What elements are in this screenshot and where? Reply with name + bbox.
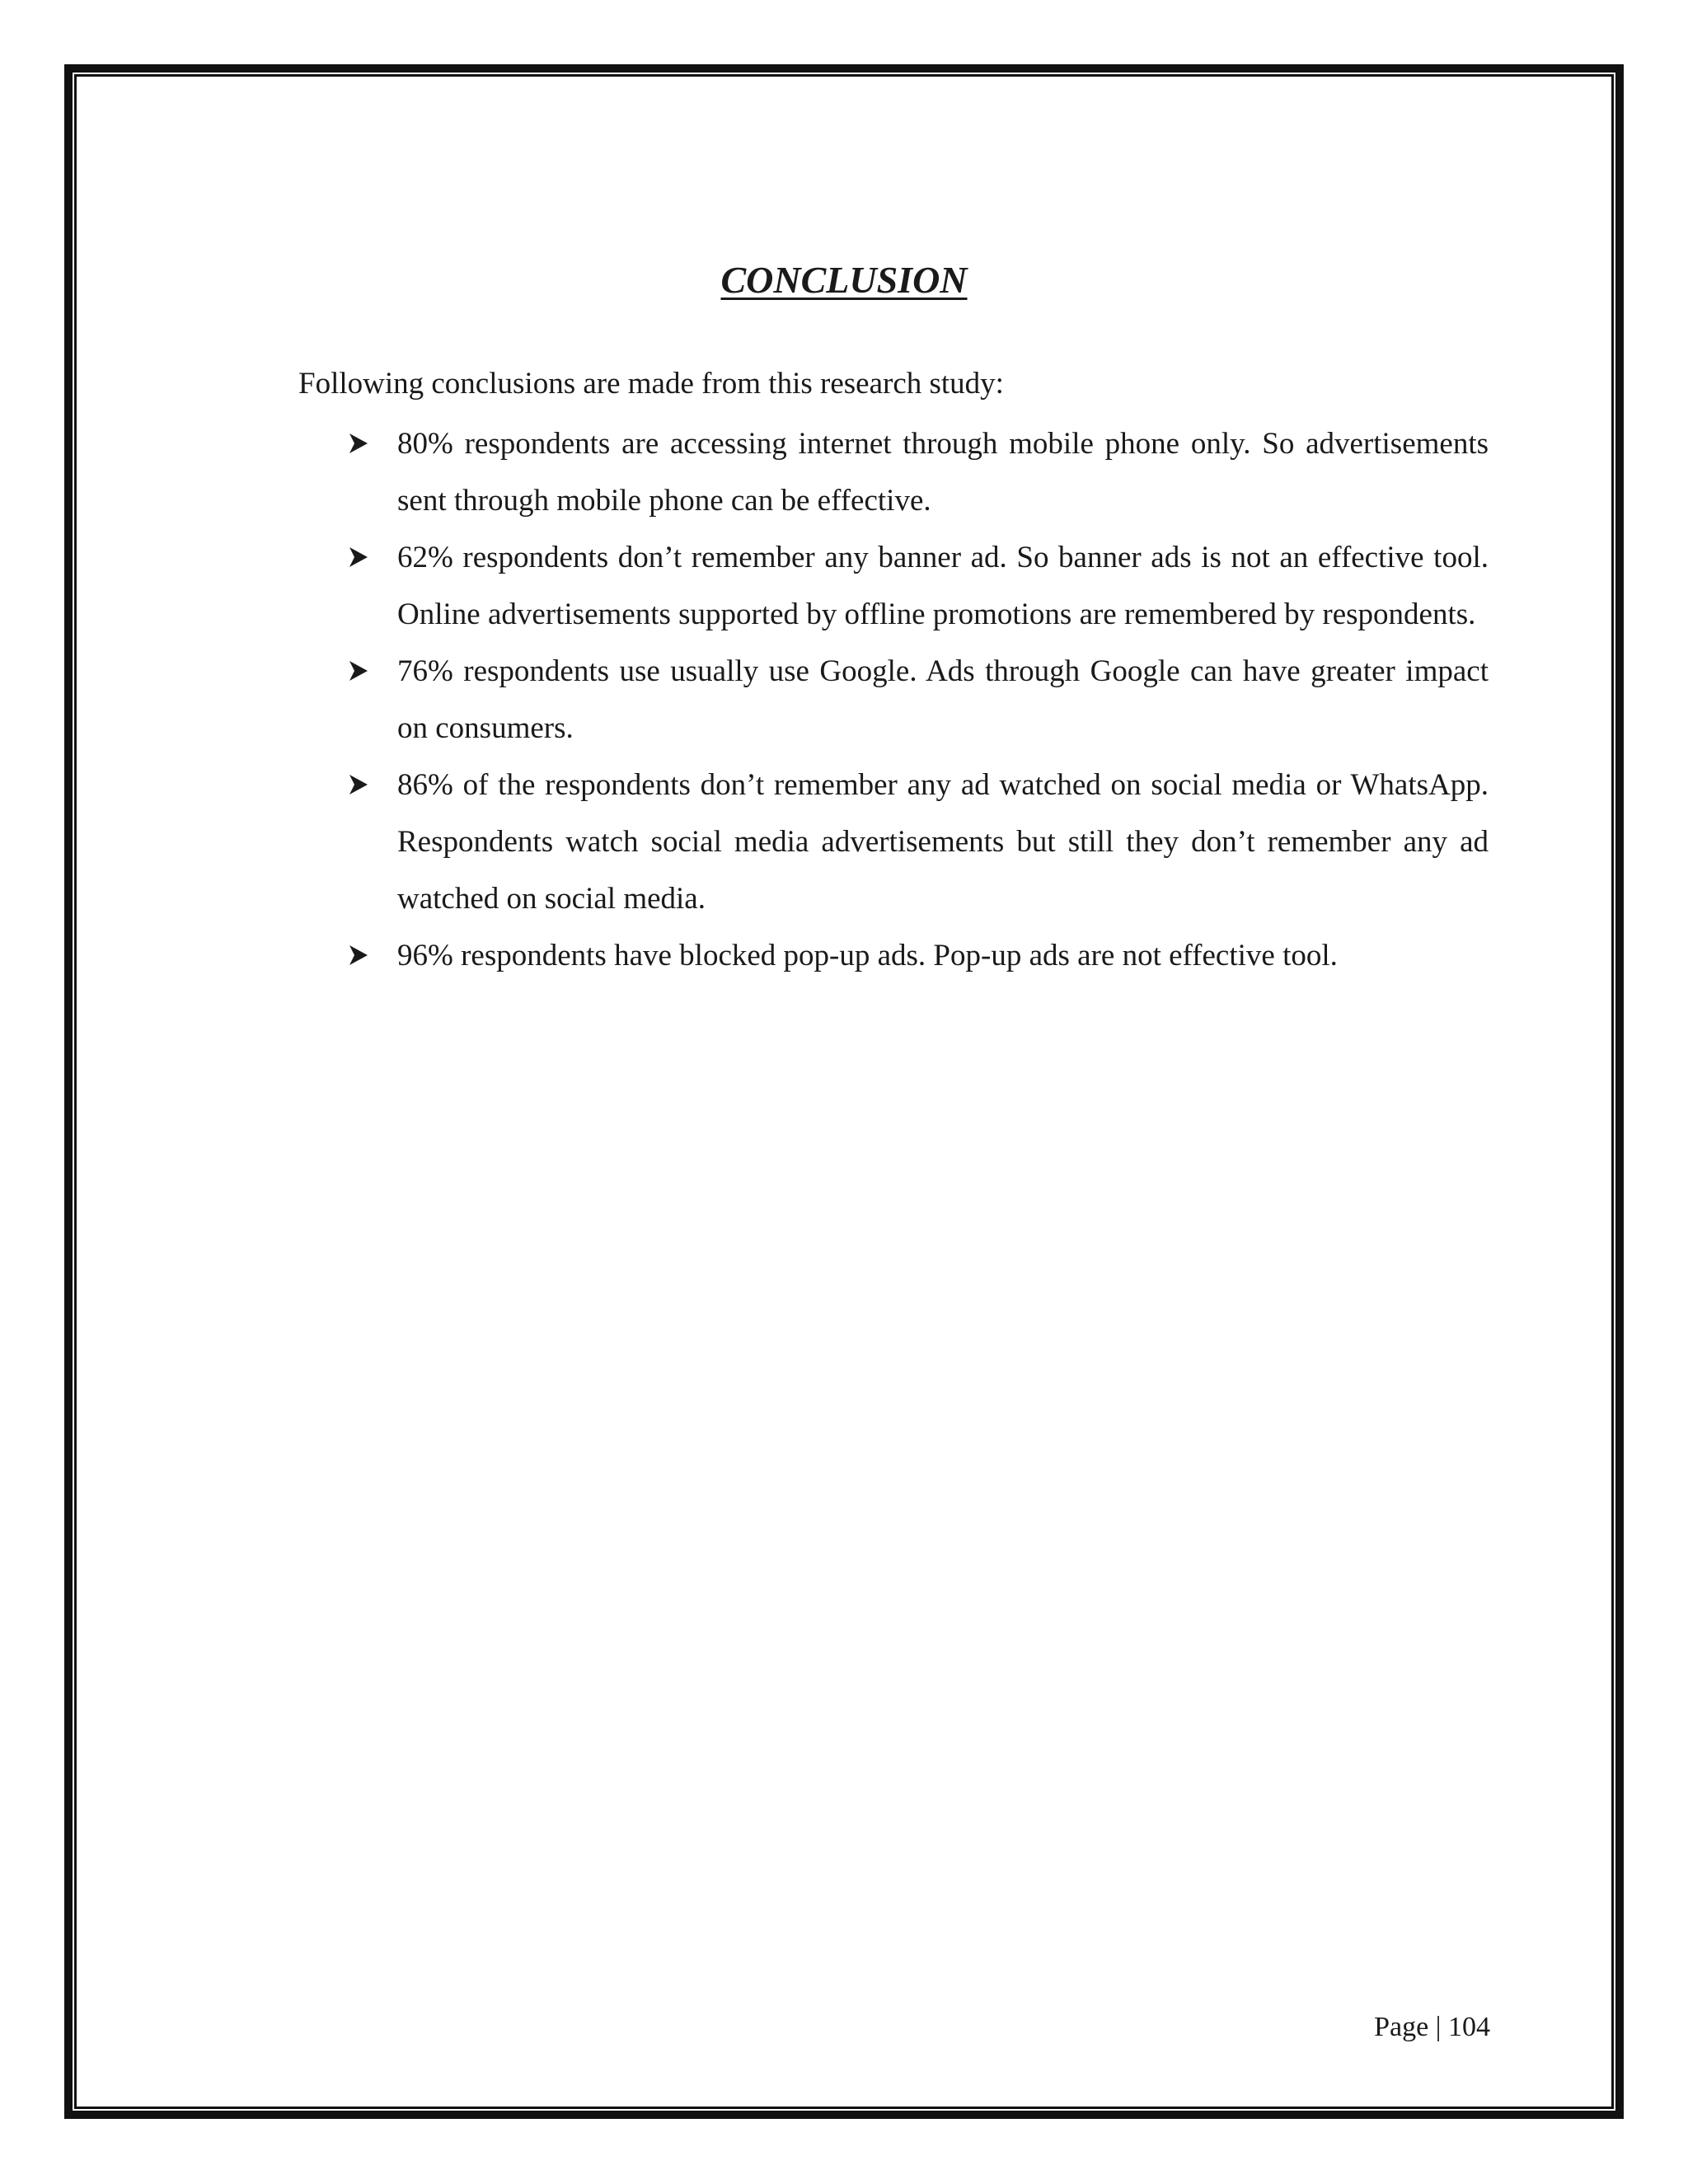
conclusions-list: [348, 415, 1489, 984]
conclusion-text: 62% respondents don’t remember any banner ad. So banner ads is not an effective tool. Online advertisements supported by offline promotions are remembered by respondents.: [397, 541, 1489, 631]
conclusion-text: 80% respondents are accessing internet through mobile phone only. So advertisements sent through mobile phone can be effective.: [397, 427, 1489, 518]
list-item: [348, 927, 1489, 984]
arrowhead-bullet-icon: [348, 546, 369, 568]
intro-paragraph: Following conclusions are made from this research study:: [298, 367, 1004, 401]
list-item: [348, 529, 1489, 643]
conclusion-text: 76% respondents use usually use Google. Ads through Google can have greater impact on consumers.: [397, 654, 1489, 745]
list-item: [348, 643, 1489, 757]
arrowhead-bullet-icon: [348, 774, 369, 795]
arrowhead-bullet-icon: [348, 944, 369, 966]
list-item: [348, 415, 1489, 529]
arrowhead-bullet-icon: [348, 660, 369, 682]
conclusion-text: 86% of the respondents don’t remember any ad watched on social media or WhatsApp. Respondents watch social media advertisements but still they don’t remember any ad watched on social media.: [397, 768, 1489, 916]
conclusion-text: 96% respondents have blocked pop-up ads. Pop-up ads are not effective tool.: [397, 939, 1338, 972]
arrowhead-bullet-icon: [348, 433, 369, 454]
page-number: Page | 104: [1374, 2012, 1490, 2042]
page-title: CONCLUSION: [720, 259, 968, 301]
list-item: [348, 757, 1489, 927]
